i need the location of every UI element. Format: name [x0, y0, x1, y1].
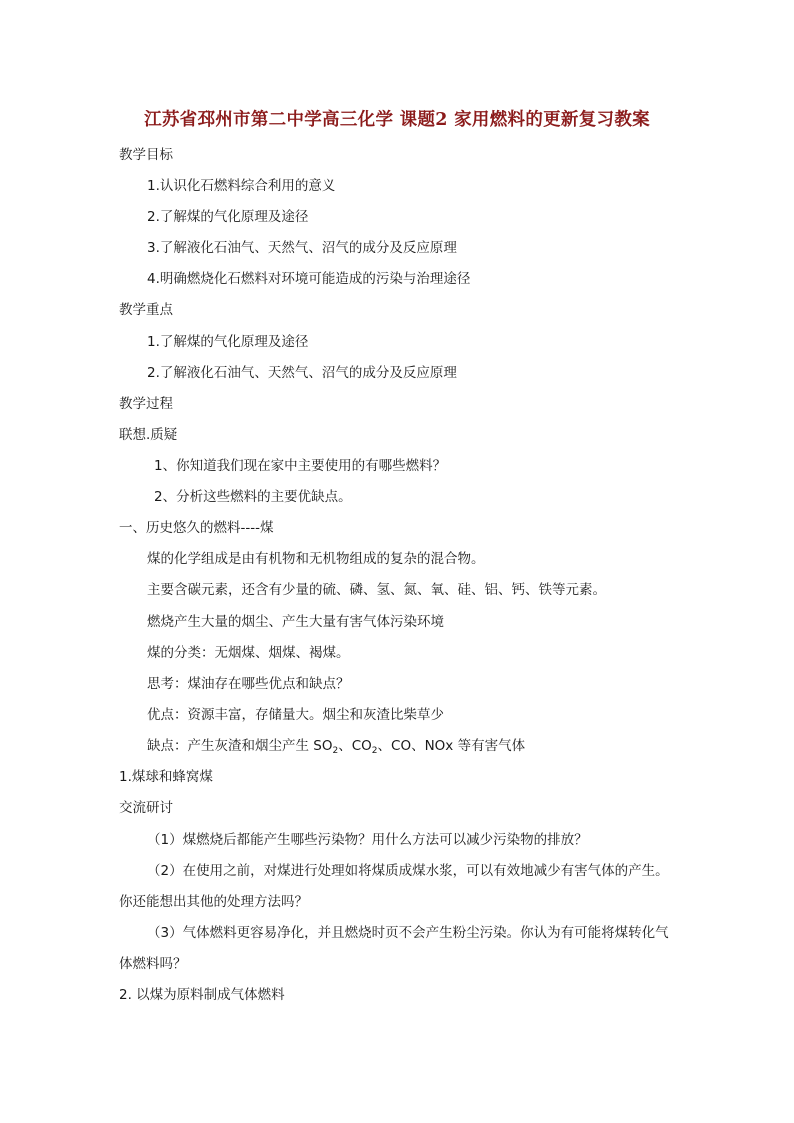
advantages-text: 优点：资源丰富，存储量大。烟尘和灰渣比柴草少: [147, 707, 444, 723]
drawbacks-mid: 、CO: [338, 738, 372, 754]
coal-classification-text: 煤的分类：无烟煤、烟煤、褐煤。: [147, 645, 350, 661]
discussion-heading: 交流研讨: [119, 800, 173, 816]
co2-subscript: 2: [371, 746, 378, 756]
subsection-2-heading: 2. 以煤为原料制成气体燃料: [119, 987, 285, 1003]
coal-pollution-text: 燃烧产生大量的烟尘、产生大量有害气体污染环境: [147, 614, 444, 630]
objective-item-2: 2.了解煤的气化原理及途径: [147, 209, 309, 225]
discussion-question-1: （1）煤燃烧后都能产生哪些污染物？用什么方法可以减少污染物的排放？: [147, 832, 588, 848]
drawbacks-prefix: 缺点：产生灰渣和烟尘产生 SO: [147, 738, 333, 754]
drawbacks-suffix: 、CO、NOx 等有害气体: [377, 738, 526, 754]
coal-elements-text: 主要含碳元素，还含有少量的硫、磷、氢、氮、氧、硅、铝、钙、铁等元素。: [147, 582, 606, 598]
discussion-question-3-line-2: 体燃料吗？: [119, 956, 187, 972]
objectives-heading: 教学目标: [119, 147, 173, 163]
key-points-heading: 教学重点: [119, 302, 173, 318]
drawbacks-text: [147, 737, 525, 760]
discussion-question-2-line-1: （2）在使用之前，对煤进行处理如将煤质成煤水浆，可以有效地减少有害气体的产生。: [147, 863, 669, 879]
discussion-question-3-line-1: （3）气体燃料更容易净化，并且燃烧时页不会产生粉尘污染。你认为有可能将煤转化气: [147, 925, 669, 941]
key-point-item-2: 2.了解液化石油气、天然气、沼气的成分及反应原理: [147, 365, 457, 381]
so2-subscript: 2: [332, 746, 339, 756]
discussion-question-2-line-2: 你还能想出其他的处理方法吗？: [119, 894, 308, 910]
process-heading: 教学过程: [119, 396, 173, 412]
objective-item-3: 3.了解液化石油气、天然气、沼气的成分及反应原理: [147, 240, 457, 256]
objective-item-1: 1.认识化石燃料综合利用的意义: [147, 178, 336, 194]
inquiry-item-2: 2、分析这些燃料的主要优缺点。: [154, 489, 352, 505]
think-question-text: 思考：煤油存在哪些优点和缺点？: [147, 676, 350, 692]
section-one-heading: 一、历史悠久的燃料----煤: [119, 520, 274, 536]
inquiry-item-1: 1、你知道我们现在家中主要使用的有哪些燃料？: [154, 458, 447, 474]
subsection-1-heading: 1.煤球和蜂窝煤: [119, 769, 213, 785]
key-point-item-1: 1.了解煤的气化原理及途径: [147, 334, 309, 350]
document-title: 江苏省邳州市第二中学高三化学 课题2 家用燃料的更新复习教案: [144, 110, 650, 130]
objective-item-4: 4.明确燃烧化石燃料对环境可能造成的污染与治理途径: [147, 271, 471, 287]
coal-composition-text: 煤的化学组成是由有机物和无机物组成的复杂的混合物。: [147, 551, 485, 567]
inquiry-heading: 联想.质疑: [119, 427, 178, 443]
